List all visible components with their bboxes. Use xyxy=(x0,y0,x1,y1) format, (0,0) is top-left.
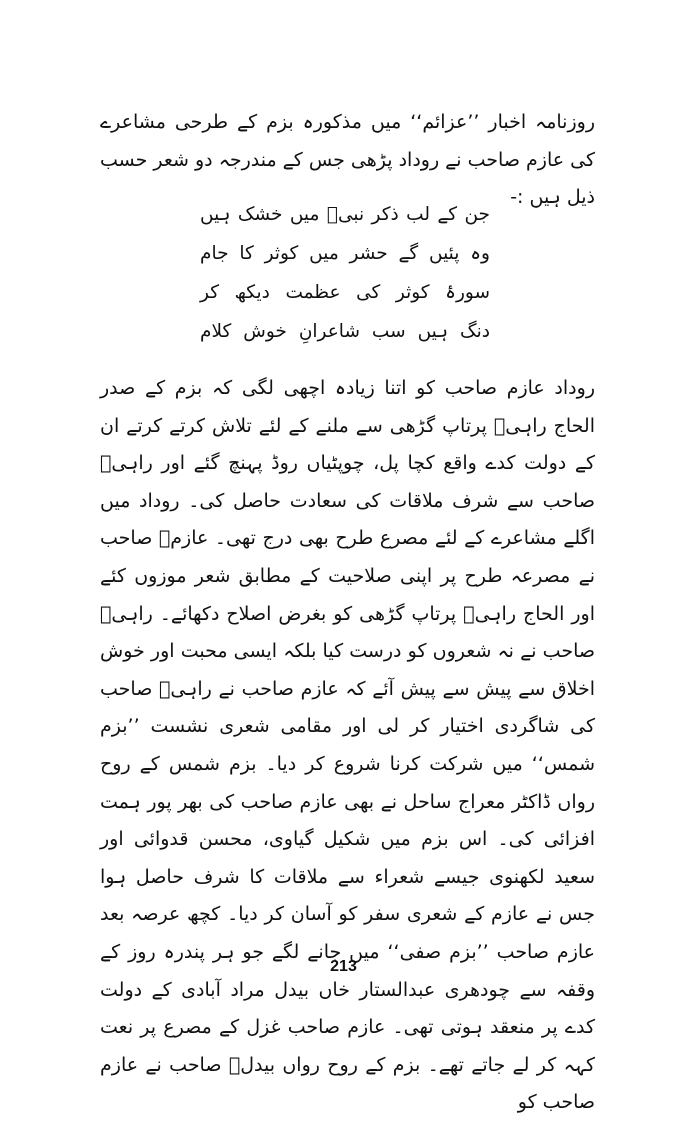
page-number: 213 xyxy=(330,958,357,975)
verse-line-3: سورۂ کوثر کی عظمت دیکھ کر xyxy=(200,282,490,303)
intro-paragraph: روزنامہ اخبار ’’عزائم‘‘ میں مذکورہ بزم کے طرحی مشاعرے کی عازم صاحب نے روداد پڑھی جس کے مندرجہ دو شعر حسب ذیل ہیں :- xyxy=(100,111,595,209)
verse-line-1: جن کے لب ذکر نبیؐ میں خشک ہیں xyxy=(200,204,490,225)
verse-line-4: دنگ ہیں سب شاعرانِ خوش کلام xyxy=(200,321,490,342)
verse-line-2: وہ پئیں گے حشر میں کوثر کا جام xyxy=(200,243,490,264)
main-paragraph: روداد عازم صاحب کو اتنا زیادہ اچھی لگی کہ بزم کے صدر الحاج راہیؔ پرتاپ گڑھی سے ملنے کے لئے تلاش کرتے کرتے ان کے دولت کدے واقع کچا پل، چوپٹیاں روڈ پہنچ گئے اور راہیؔ صاحب سے شرف ملاقات کی سعادت حاصل کی۔ روداد میں اگلے مشاعرے کے لئے مصرع طرح بھی درج تھی۔ عازمؔ صاحب نے مصرعہ طرح پر اپنی صلاحیت کے مطابق شعر موزوں کئے اور الحاج راہیؔ پرتاپ گڑھی کو بغرض اصلاح دکھائے۔ راہیؔ صاحب نے نہ شعروں کو درست کیا بلکہ ایسی محبت اور خوش اخلاق سے پیش سے پیش آئے کہ عازم صاحب نے راہیؔ صاحب کی شاگردی اختیار کر لی اور مقامی شعری نشست ’’بزم شمس‘‘ میں شرکت کرنا شروع کر دیا۔ بزم شمس کے روح رواں ڈاکٹر معراج ساحل نے بھی عازم صاحب کی بھر پور ہمت افزائی کی۔ اس بزم میں شکیل گیاوی، محسن قدوائی اور سعید لکھنوی جیسے شعراء سے ملاقات کا شرف حاصل ہوا جس نے عازم کے شعری سفر کو آسان کر دیا۔ کچھ عرصہ بعد عازم صاحب ’’بزم صفی‘‘ میں جانے لگے جو ہر پندرہ روز کے وقفہ سے چودھری عبدالستار خاں بیدل مراد آبادی کے دولت کدے پر منعقد ہوتی تھی۔ عازم صاحب غزل کے مصرع پر نعت کہہ کر لے جاتے تھے۔ بزم کے روح رواں بیدلؔ صاحب نے عازم صاحب کو xyxy=(100,377,595,1114)
